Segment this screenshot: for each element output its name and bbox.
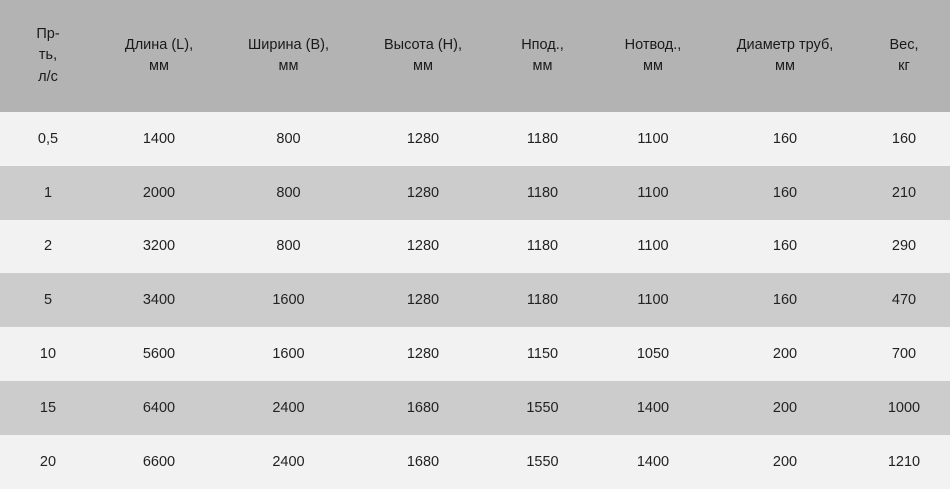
column-header-line: Высота (H),: [384, 36, 462, 53]
table-header-row: [0, 0, 950, 112]
cell-weight: 290: [858, 220, 950, 274]
column-header-line: ть,: [38, 47, 58, 64]
cell-weight: 160: [858, 112, 950, 166]
cell-weight: 1000: [858, 381, 950, 435]
cell-length: 6400: [96, 381, 222, 435]
cell-outlet-height: 1100: [594, 166, 712, 220]
cell-height: 1280: [355, 112, 491, 166]
cell-length: 3400: [96, 273, 222, 327]
table-header: [0, 0, 950, 112]
column-header-weight: [858, 0, 950, 112]
cell-width: 1600: [222, 327, 355, 381]
column-header-line: мм: [413, 58, 433, 74]
cell-length: 2000: [96, 166, 222, 220]
cell-width: 800: [222, 220, 355, 274]
cell-flow: 2: [0, 220, 96, 274]
cell-pipe-diameter: 160: [712, 273, 858, 327]
cell-pipe-diameter: 160: [712, 220, 858, 274]
cell-length: 3200: [96, 220, 222, 274]
cell-flow: 15: [0, 381, 96, 435]
cell-width: 800: [222, 112, 355, 166]
cell-inlet-height: 1180: [491, 166, 594, 220]
cell-outlet-height: 1050: [594, 327, 712, 381]
cell-flow: 5: [0, 273, 96, 327]
table-row: [0, 166, 950, 220]
table-row: [0, 220, 950, 274]
column-header-inlet-height: [491, 0, 594, 112]
cell-width: 800: [222, 166, 355, 220]
cell-inlet-height: 1180: [491, 112, 594, 166]
cell-height: 1280: [355, 166, 491, 220]
column-header-line: мм: [532, 58, 553, 74]
cell-flow: 1: [0, 166, 96, 220]
cell-flow: 10: [0, 327, 96, 381]
column-header-line: Вес,: [889, 36, 919, 53]
cell-flow: 0,5: [0, 112, 96, 166]
column-header-line: Нпод.,: [521, 36, 564, 53]
cell-inlet-height: 1550: [491, 381, 594, 435]
table-row: [0, 381, 950, 435]
cell-width: 1600: [222, 273, 355, 327]
cell-height: 1280: [355, 273, 491, 327]
table-body: [0, 112, 950, 489]
cell-weight: 1210: [858, 435, 950, 489]
column-header-line: л/с: [38, 68, 58, 85]
cell-outlet-height: 1400: [594, 435, 712, 489]
table-row: [0, 273, 950, 327]
cell-pipe-diameter: 160: [712, 112, 858, 166]
column-header-line: Длина (L),: [124, 36, 194, 53]
table-row: [0, 112, 950, 166]
cell-height: 1680: [355, 435, 491, 489]
column-header-line: мм: [278, 58, 299, 74]
cell-height: 1680: [355, 381, 491, 435]
cell-inlet-height: 1150: [491, 327, 594, 381]
cell-pipe-diameter: 200: [712, 435, 858, 489]
cell-length: 1400: [96, 112, 222, 166]
cell-width: 2400: [222, 435, 355, 489]
cell-outlet-height: 1100: [594, 220, 712, 274]
cell-outlet-height: 1100: [594, 112, 712, 166]
cell-weight: 210: [858, 166, 950, 220]
column-header-line: мм: [149, 58, 169, 74]
cell-pipe-diameter: 200: [712, 327, 858, 381]
column-header-length: [96, 0, 222, 112]
column-header-line: Пр-: [36, 26, 60, 43]
column-header-line: Нотвод.,: [624, 36, 682, 53]
cell-inlet-height: 1180: [491, 273, 594, 327]
cell-outlet-height: 1400: [594, 381, 712, 435]
column-header-outlet-height: [594, 0, 712, 112]
cell-outlet-height: 1100: [594, 273, 712, 327]
column-header-line: кг: [898, 58, 910, 74]
cell-pipe-diameter: 200: [712, 381, 858, 435]
column-header-width: [222, 0, 355, 112]
column-header-height: [355, 0, 491, 112]
cell-pipe-diameter: 160: [712, 166, 858, 220]
cell-inlet-height: 1550: [491, 435, 594, 489]
cell-width: 2400: [222, 381, 355, 435]
cell-weight: 470: [858, 273, 950, 327]
column-header-line: мм: [643, 58, 663, 74]
column-header-pipe-diameter: [712, 0, 858, 112]
column-header-line: Диаметр труб,: [736, 36, 834, 53]
cell-weight: 700: [858, 327, 950, 381]
cell-flow: 20: [0, 435, 96, 489]
cell-length: 6600: [96, 435, 222, 489]
column-header-line: мм: [775, 58, 795, 74]
table-row: [0, 327, 950, 381]
cell-inlet-height: 1180: [491, 220, 594, 274]
cell-height: 1280: [355, 220, 491, 274]
cell-height: 1280: [355, 327, 491, 381]
cell-length: 5600: [96, 327, 222, 381]
table-row: [0, 435, 950, 489]
column-header-flow: [0, 0, 96, 112]
column-header-line: Ширина (B),: [247, 36, 329, 53]
